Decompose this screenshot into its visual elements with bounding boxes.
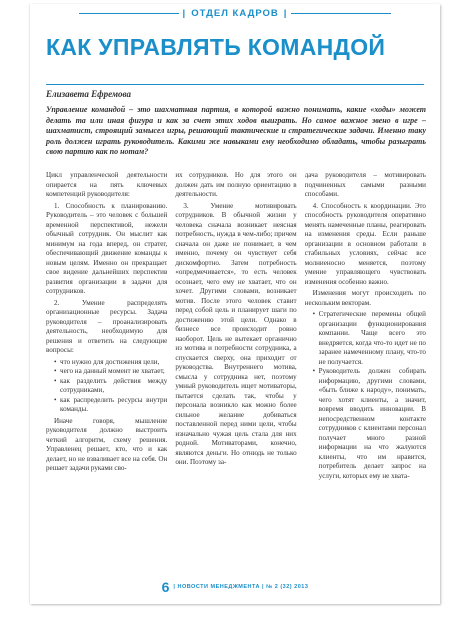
column-3 <box>305 171 426 571</box>
paragraph: 1. Способность к планированию. Руководитель – это человек с большей временной перспективой, нежели обычный сотрудник. Он мыслит как минимум на года вперед, он стратег, обеспечивающий движение команды к новым целям. Именно он прекращает свое видение дальнейших перспектив развития организации в задачи для сотрудников. <box>46 201 168 295</box>
page-footer <box>30 579 440 595</box>
page-number: 6 <box>161 579 170 595</box>
paragraph: их сотрудников. Но для этого он должен дать им полную ориентацию в деятельности. <box>175 171 297 198</box>
list-item: • что нужно для достижения цели, <box>54 358 167 368</box>
article-body <box>46 171 426 571</box>
section-separator-left: | <box>182 8 187 19</box>
article-lead: Управление командой – это шахматная партия, в которой важно понимать, какие «ходы» может делать та или иная фигура и как за счет этих ходов выиграть. Но самое важное звено в игре – шахматист, строящий замысел игры, решающий тактические и стратегические задачи. Именно таку роль должен играть руководитель. Какими же навыками ему необходимо обладать, чтобы разыграть свою партию как по нотам? <box>46 105 426 157</box>
section-header <box>30 8 440 19</box>
list-item: • как распределить ресурсы внутри команды. <box>54 396 167 415</box>
list-item: • Стратегические перемены общей организации функционирования компании. Чаще всего это внедряется, когда что-то идет не по заранее намеченному плану, что-то не получается. <box>313 310 426 367</box>
article-title: КАК УПРАВЛЯТЬ КОМАНДОЙ <box>46 34 386 60</box>
paragraph: Изменения могут происходить по нескольким векторам. <box>304 289 426 307</box>
section-separator-right: | <box>283 8 288 19</box>
section-rule-right <box>291 13 391 14</box>
bullet-list <box>305 310 426 481</box>
paragraph: 4. Способность к координации. Это способность руководителя оперативно менять намеченные планы, реагировать на изменения среды. Если раньше организации в основном работали в стабильных условиях, сейчас все молниеносно меняется, поэтому умение управляющего чувствовать изменения особенно важно. <box>304 201 426 286</box>
bullet-list <box>46 358 167 415</box>
journal-name: | НОВОСТИ МЕНЕДЖМЕНТА | № 2 (32) 2013 <box>173 584 309 590</box>
section-rule-left <box>79 13 179 14</box>
list-item: • Руководитель должен собирать информацию, другими словами, «быть ближе к народу», понимать, чего хотят клиенты, а значит, вовремя вводить инновации. В непосредственном контакте сотрудников с клиентами персонал получает много разной информации на что жалуются клиенты, что им нравится, потребитель делает запрос на услуги, которых ему не хвата- <box>313 367 426 481</box>
paragraph: Цикл управленческой деятельности опирается на пять ключевых компетенций руководителя: <box>46 171 168 198</box>
list-item: • чего на данный момент не хватает, <box>54 367 167 377</box>
paragraph: 3. Умение мотивировать сотрудников. В обычной жизни у человека сначала возникает неясная потребность, нужда в чем-либо; причем сначала он даже не понимает, в чем именно, почему он чувствует себя дискомфортно. Затем потребность «опредмечивается», то есть человек осознает, чего ему не хватает, что он хочет. Другими словами, возникает мотив. После этого человек ставит перед собой цель и планирует шаги по достижению этой цели. Однако в бизнесе все происходит ровно наоборот. Цель не вытекает органично из мотива и потребности сотрудника, а спускается сверху, она приходит от руководства. Внутреннего мотива, смысла у сотрудника нет, поэтому умный руководитель ищет мотиваторы, пытается сделать так, чтобы у персонала возникло как можно более сильное желание добиваться поставленной перед ними цели, чтобы изначально чужая цель стала для них родной. Мотиваторами, конечно, являются деньги. Но отнюдь не только они. Поэтому за- <box>175 201 297 466</box>
list-item: • как разделить действия между сотрудниками, <box>54 377 167 396</box>
article-author: Елизавета Ефремова <box>46 89 132 99</box>
magazine-page <box>30 4 440 604</box>
title-divider <box>46 84 424 85</box>
paragraph: 2. Умение распределять организационные ресурсы. Задача руководителя – проанализировать деятельность, необходимую для решения и ответить на следующие вопросы: <box>46 298 168 354</box>
column-1 <box>46 171 167 571</box>
column-2 <box>175 171 296 571</box>
paragraph: дача руководителя – мотивировать подчиненных самыми разными способами. <box>304 171 426 198</box>
paragraph: Иначе говоря, мышление руководителя должно выстроить четкий алгоритм, схему решения. Управленец решает, кто, что и как делает, но не взваливает все на себя. Он решает задачи руками сво- <box>46 416 168 472</box>
section-label: ОТДЕЛ КАДРОВ <box>191 8 279 19</box>
